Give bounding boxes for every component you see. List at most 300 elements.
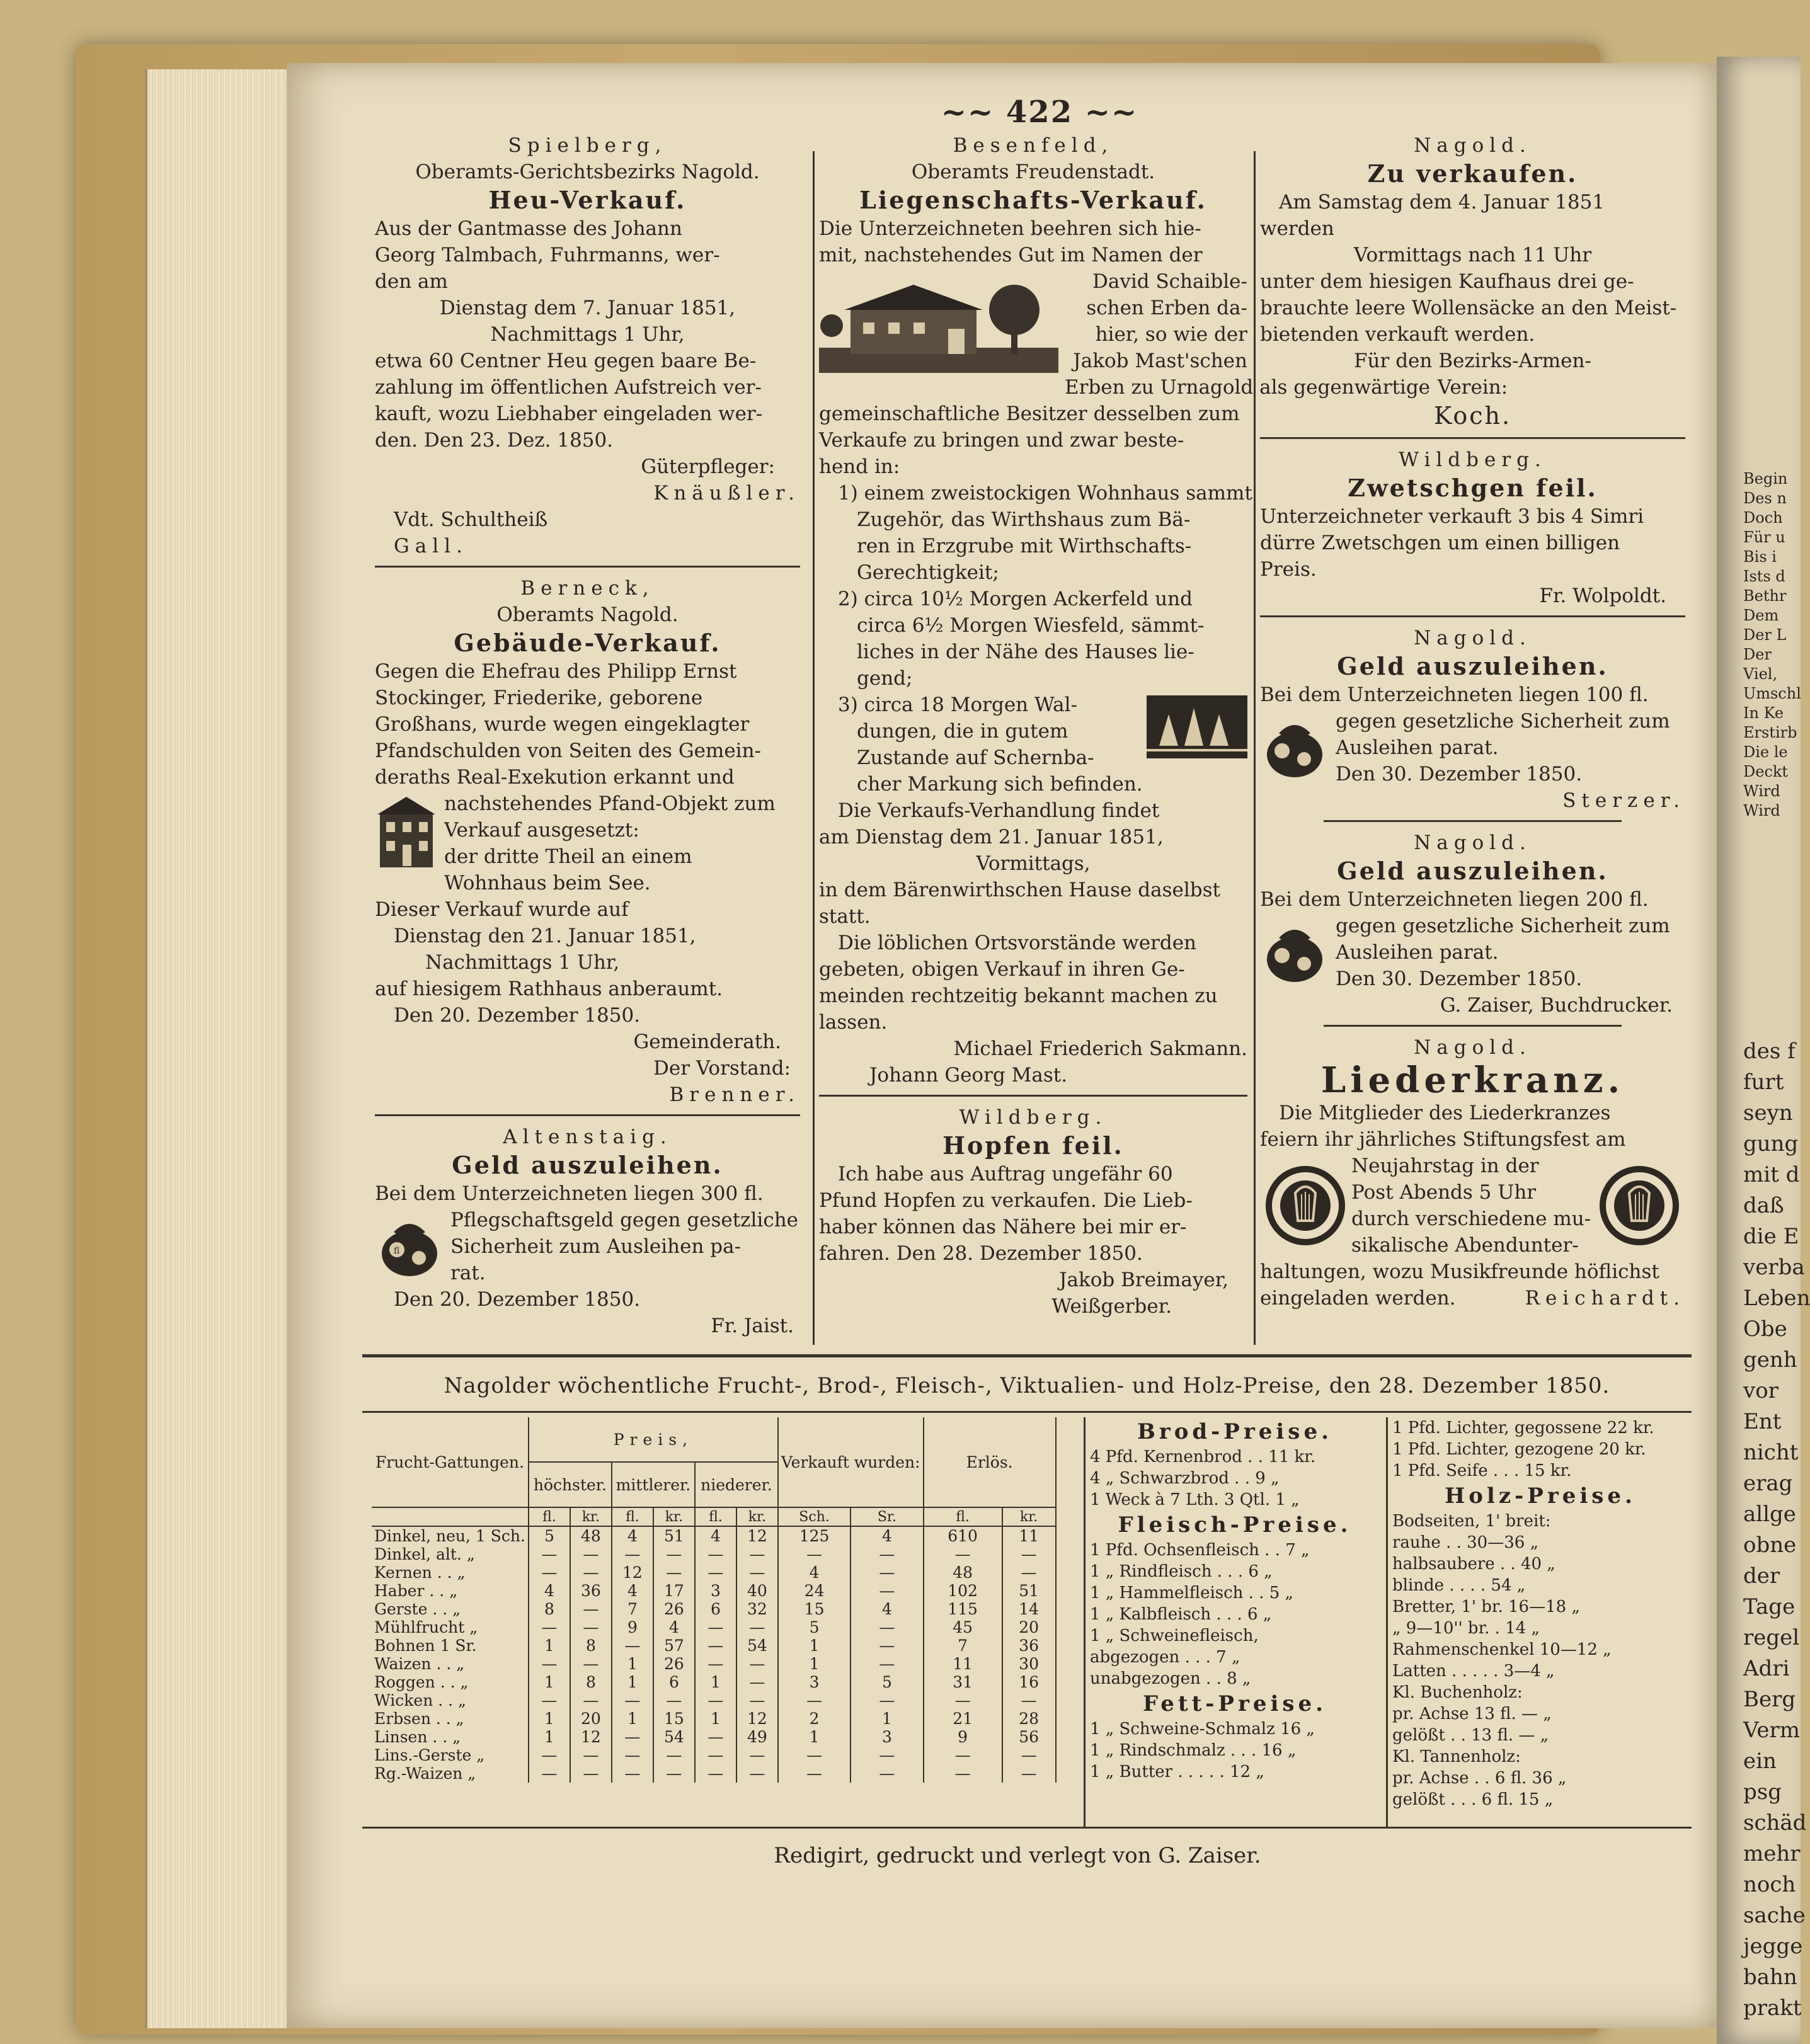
ad-signature: Gemeinderath. xyxy=(633,1031,781,1053)
wood-price-list xyxy=(1392,1510,1688,1810)
next-page-line: des f xyxy=(1743,1039,1796,1064)
ad-line: Ausleihen parat. xyxy=(1336,736,1499,759)
next-page-line: jegge xyxy=(1743,1934,1803,1959)
table-cell: 30 xyxy=(1002,1655,1056,1673)
table-cell: 9 xyxy=(612,1618,653,1636)
ad-line: Pfund Hopfen zu verkaufen. Die Lieb- xyxy=(819,1189,1193,1212)
ad-line: Bei dem Unterzeichneten liegen 200 fl. xyxy=(1260,888,1649,911)
next-page-line: obne xyxy=(1743,1533,1797,1558)
ad-line: cher Markung sich befinden. xyxy=(857,773,1143,796)
next-page-line: Wird xyxy=(1743,782,1780,800)
ad-text xyxy=(1260,189,1685,242)
ad-place: Nagold. xyxy=(1414,831,1532,854)
table-cell: — xyxy=(653,1563,695,1582)
next-page-line: Der L xyxy=(1743,626,1787,644)
column-rule-1 xyxy=(813,151,815,1345)
table-cell: — xyxy=(778,1764,851,1783)
ad-line: etwa 60 Centner Heu gegen baare Be- xyxy=(375,350,757,372)
next-page-line: sache xyxy=(1743,1903,1806,1928)
price-line: pr. Achse . . 6 fl. 36 „ xyxy=(1392,1769,1567,1788)
ad-icon-block xyxy=(1260,708,1685,787)
ad-line: feiern ihr jährliches Stiftungsfest am xyxy=(1260,1128,1626,1151)
table-cell: — xyxy=(612,1728,653,1746)
ad-line: gend; xyxy=(857,667,913,690)
table-header: kr. xyxy=(1002,1507,1056,1526)
table-cell: — xyxy=(529,1746,570,1764)
ad-line: werden xyxy=(1260,217,1334,240)
table-cell: 20 xyxy=(570,1710,612,1728)
price-column-rule xyxy=(1084,1417,1085,1827)
table-cell: — xyxy=(851,1563,923,1582)
table-cell: 12 xyxy=(612,1563,653,1582)
table-cell: — xyxy=(612,1636,653,1655)
ad-line: Verkauf ausgesetzt: xyxy=(444,819,639,842)
ad-text xyxy=(819,215,1247,268)
lyre-wreath-icon xyxy=(1600,1155,1679,1256)
ad-line: Erben zu Urnagold als gegenwärtige xyxy=(1065,376,1431,399)
table-cell: — xyxy=(695,1655,736,1673)
grain-name-cell: Haber . . „ xyxy=(372,1582,529,1600)
ad-signature: Vdt. Schultheiß xyxy=(394,508,548,531)
ad-line: Ausleihen parat. xyxy=(1336,941,1499,964)
price-section-title: Brod-Preise. xyxy=(1137,1419,1332,1444)
ad-line: Am Samstag dem 4. Januar 1851 xyxy=(1279,191,1605,214)
table-row xyxy=(372,1636,1056,1655)
price-column-rule xyxy=(1386,1417,1388,1827)
table-cell: — xyxy=(1002,1746,1056,1764)
ad-separator xyxy=(1324,820,1622,822)
table-cell: 1 xyxy=(612,1655,653,1673)
next-page-strip xyxy=(1717,57,1810,2044)
table-cell: 125 xyxy=(778,1526,851,1545)
ad-district: Oberamts-Gerichtsbezirks Nagold. xyxy=(415,161,760,183)
table-cell: — xyxy=(570,1618,612,1636)
table-cell: 12 xyxy=(736,1526,778,1545)
table-cell: — xyxy=(695,1764,736,1783)
ad-line: circa 6½ Morgen Wiesfeld, sämmt- xyxy=(857,614,1205,637)
table-cell: 4 xyxy=(612,1526,653,1545)
ad-separator xyxy=(819,1095,1247,1097)
ad-list-item xyxy=(819,692,1247,797)
price-line: 1 „ Schweine-Schmalz 16 „ xyxy=(1090,1720,1315,1739)
ad-line: gemeinschaftliche Besitzer desselben zum xyxy=(819,403,1240,425)
table-cell: 40 xyxy=(736,1582,778,1600)
price-line: 1 Pfd. Seife . . . 15 kr. xyxy=(1392,1461,1572,1480)
ad-line: Wohnhaus beim See. xyxy=(444,872,651,894)
ad-text xyxy=(375,215,800,295)
ad-line: Gerechtigkeit; xyxy=(857,561,999,584)
ad-line: durch verschiedene mu- xyxy=(1351,1208,1591,1230)
ad-line: Die Mitglieder des Liederkranzes xyxy=(1279,1102,1611,1124)
ad-line: Dieser Verkauf wurde auf xyxy=(375,898,629,921)
table-cell: 57 xyxy=(653,1636,695,1655)
table-cell: 32 xyxy=(736,1600,778,1618)
next-page-line: Der xyxy=(1743,646,1772,663)
ad-place: Besenfeld, xyxy=(953,134,1114,157)
table-cell: — xyxy=(778,1691,851,1710)
farmhouse-illustration-icon xyxy=(819,272,1058,373)
ad-icon-block xyxy=(1260,1153,1685,1259)
ad-line: in dem Bärenwirthschen Hause daselbst xyxy=(819,879,1220,901)
bread-price-list xyxy=(1090,1446,1380,1510)
table-cell: — xyxy=(570,1545,612,1563)
next-page-line: mit d xyxy=(1743,1162,1800,1187)
price-line: 1 Pfd. Lichter, gegossene 22 kr. xyxy=(1392,1419,1654,1437)
grain-table-body xyxy=(372,1526,1056,1783)
table-cell: 1 xyxy=(529,1673,570,1691)
ad-place: Nagold. xyxy=(1414,627,1532,649)
grain-name-cell: Bohnen 1 Sr. xyxy=(372,1636,529,1655)
table-cell: 3 xyxy=(778,1673,851,1691)
table-header: kr. xyxy=(736,1507,778,1526)
ad-line: Ich habe aus Auftrag ungefähr 60 xyxy=(838,1163,1173,1185)
meat-price-list xyxy=(1090,1539,1380,1689)
table-header: niederer. xyxy=(695,1462,778,1507)
ad-text xyxy=(1260,1100,1685,1153)
table-header: mittlerer. xyxy=(612,1462,695,1507)
table-cell: 6 xyxy=(653,1673,695,1691)
table-cell: 26 xyxy=(653,1600,695,1618)
price-line: pr. Achse 13 fl. — „ xyxy=(1392,1704,1552,1723)
ad-line: brauchte leere Wollensäcke an den Meist- xyxy=(1260,297,1677,319)
ad-line: Georg Talmbach, Fuhrmanns, wer- xyxy=(375,244,720,266)
ad-geld-auszuleihen-200 xyxy=(1260,830,1685,1019)
ad-line: hier, so wie der xyxy=(1095,323,1247,346)
table-cell: — xyxy=(736,1673,778,1691)
table-cell: — xyxy=(1002,1764,1056,1783)
ad-title: Gebäude-Verkauf. xyxy=(454,629,721,657)
price-line: Bretter, 1' br. 16—18 „ xyxy=(1392,1597,1580,1616)
ad-line: Die löblichen Ortsvorstände werden xyxy=(838,932,1197,954)
table-cell: 1 xyxy=(529,1710,570,1728)
table-cell: 7 xyxy=(612,1600,653,1618)
grain-name-cell: Erbsen . . „ xyxy=(372,1710,529,1728)
table-cell: 4 xyxy=(778,1563,851,1582)
table-cell: 48 xyxy=(924,1563,1002,1582)
ad-role: Güterpfleger: xyxy=(641,455,775,478)
next-page-line: Berg xyxy=(1743,1687,1796,1712)
ad-line: mit, nachstehendes Gut im Namen der xyxy=(819,244,1203,266)
table-cell: — xyxy=(851,1746,923,1764)
table-cell: — xyxy=(736,1563,778,1582)
ad-place: Berneck, xyxy=(520,577,655,600)
ad-line: Zugehör, das Wirthshaus zum Bä- xyxy=(857,508,1191,531)
table-cell: 8 xyxy=(570,1673,612,1691)
table-cell: 115 xyxy=(924,1600,1002,1618)
meat-bread-prices xyxy=(1090,1417,1380,1783)
price-line: Bodseiten, 1' breit: xyxy=(1392,1512,1551,1531)
svg-text:fl: fl xyxy=(394,1246,400,1256)
table-row xyxy=(372,1563,1056,1582)
page-edges xyxy=(145,69,292,2028)
grain-name-cell: Gerste . . „ xyxy=(372,1600,529,1618)
table-cell: — xyxy=(736,1545,778,1563)
next-page-line: allge xyxy=(1743,1502,1796,1527)
grain-name-cell: Waizen . . „ xyxy=(372,1655,529,1673)
ad-text xyxy=(819,1161,1247,1267)
ad-signature: Fr. Jaist. xyxy=(711,1315,794,1337)
ad-signature: Verein: xyxy=(1437,376,1508,399)
next-page-line: psg xyxy=(1743,1779,1782,1805)
price-line: Latten . . . . . 3—4 „ xyxy=(1392,1662,1555,1681)
ad-line: Post Abends 5 Uhr xyxy=(1351,1181,1537,1204)
ad-line: Bei dem Unterzeichneten liegen 300 fl. xyxy=(375,1182,764,1205)
next-page-line: die E xyxy=(1743,1224,1799,1249)
ad-line: dungen, die in gutem xyxy=(857,720,1068,743)
table-header: fl. xyxy=(695,1507,736,1526)
next-page-line: prakt xyxy=(1743,1995,1802,2021)
next-page-line: Leben xyxy=(1743,1286,1810,1311)
table-cell: 36 xyxy=(1002,1636,1056,1655)
table-row xyxy=(372,1582,1056,1600)
next-page-line: In Ke xyxy=(1743,704,1784,722)
table-header: fl. xyxy=(612,1507,653,1526)
ad-place: Nagold. xyxy=(1414,134,1532,157)
ad-line: deraths Real-Exekution erkannt und xyxy=(375,766,735,789)
ad-heu-verkauf xyxy=(375,132,800,559)
table-cell: 1 xyxy=(529,1728,570,1746)
table-cell: — xyxy=(851,1636,923,1655)
ad-line: sikalische Abendunter- xyxy=(1351,1234,1579,1257)
ad-line: haltungen, wozu Musikfreunde höflichst xyxy=(1260,1260,1659,1283)
table-cell: 1 xyxy=(612,1710,653,1728)
ad-signature: Brenner. xyxy=(669,1083,800,1106)
price-line: halbsaubere . . 40 „ xyxy=(1392,1555,1555,1573)
ad-line: Den 20. Dezember 1850. xyxy=(394,1004,641,1027)
table-cell: — xyxy=(851,1655,923,1673)
price-line: 1 „ Rindschmalz . . . 16 „ xyxy=(1090,1741,1297,1760)
ad-line: hend in: xyxy=(819,455,900,478)
price-section-title: Fleisch-Preise. xyxy=(1118,1512,1352,1538)
grain-name-cell: Wicken . . „ xyxy=(372,1691,529,1710)
table-cell: 4 xyxy=(653,1618,695,1636)
candle-price-list xyxy=(1392,1417,1688,1482)
ad-icon-block xyxy=(819,268,1247,374)
table-cell: — xyxy=(612,1764,653,1783)
ad-district: Oberamts Freudenstadt. xyxy=(911,161,1155,183)
price-line: Rahmenschenkel 10—12 „ xyxy=(1392,1640,1612,1659)
price-line: gelößt . . . 6 fl. 15 „ xyxy=(1392,1790,1554,1809)
table-cell: — xyxy=(570,1746,612,1764)
ad-signature: Fr. Wolpoldt. xyxy=(1539,585,1666,607)
ad-icon-block xyxy=(375,1207,800,1286)
table-top-rule xyxy=(362,1354,1692,1357)
ad-time: Vormittags nach 11 Uhr xyxy=(1353,244,1592,266)
price-line: 1 Weck à 7 Lth. 3 Qtl. 1 „ xyxy=(1090,1490,1300,1509)
table-cell: 6 xyxy=(695,1600,736,1618)
table-cell: — xyxy=(736,1691,778,1710)
ad-line: Preis. xyxy=(1260,558,1317,581)
table-header: Erlös. xyxy=(924,1417,1056,1507)
ad-title: Hopfen feil. xyxy=(942,1131,1124,1160)
ad-zwetschgen-feil xyxy=(1260,447,1685,609)
ad-line: lassen. xyxy=(819,1011,888,1034)
ad-line: nachstehendes Pfand-Objekt zum xyxy=(444,792,776,815)
grain-name-cell: Roggen . . „ xyxy=(372,1673,529,1691)
table-header: höchster. xyxy=(529,1462,612,1507)
table-cell: 4 xyxy=(612,1582,653,1600)
ad-line: Verkaufe zu bringen und zwar beste- xyxy=(819,429,1184,452)
lyre-wreath-icon xyxy=(1266,1155,1345,1256)
table-cell: — xyxy=(851,1691,923,1710)
table-cell: 45 xyxy=(924,1618,1002,1636)
next-page-line: verba xyxy=(1743,1255,1805,1280)
table-cell: 24 xyxy=(778,1582,851,1600)
next-page-line: Begin xyxy=(1743,470,1788,488)
price-line: 1 „ Kalbfleisch . . . 6 „ xyxy=(1090,1605,1272,1624)
next-page-line: Obe xyxy=(1743,1316,1787,1342)
table-cell: 48 xyxy=(570,1526,612,1545)
ad-text xyxy=(375,870,800,1029)
ad-signature: G. Zaiser, Buchdrucker. xyxy=(1440,994,1673,1017)
next-page-line: Tage xyxy=(1743,1594,1796,1619)
grain-name-cell: Linsen . . „ xyxy=(372,1728,529,1746)
ad-signature: Sterzer. xyxy=(1562,789,1685,812)
ad-time: Nachmittags 1 Uhr, xyxy=(490,323,685,346)
ad-icon-block xyxy=(375,791,800,870)
ad-line: 3) circa 18 Morgen Wal- xyxy=(838,694,1078,716)
ad-line: meinden rechtzeitig bekannt machen zu xyxy=(819,985,1218,1007)
table-cell: — xyxy=(570,1600,612,1618)
table-cell: 56 xyxy=(1002,1728,1056,1746)
ad-line: Den 30. Dezember 1850. xyxy=(1336,968,1583,990)
ad-line: liches in der Nähe des Hauses lie- xyxy=(857,641,1194,663)
next-page-line: schäd xyxy=(1743,1810,1807,1836)
table-cell: — xyxy=(529,1563,570,1582)
table-cell: — xyxy=(695,1545,736,1563)
table-cell: 16 xyxy=(1002,1673,1056,1691)
ad-line: haber können das Nähere bei mir er- xyxy=(819,1216,1187,1238)
table-cell: — xyxy=(612,1545,653,1563)
price-line: Kl. Buchenholz: xyxy=(1392,1683,1523,1702)
ad-line: David Schaible- xyxy=(1092,270,1247,293)
column-1 xyxy=(375,132,800,1339)
ad-geld-auszuleihen-300 xyxy=(375,1124,800,1339)
table-row xyxy=(372,1673,1056,1691)
table-cell: 5 xyxy=(851,1673,923,1691)
page-number: ~~ 422 ~~ xyxy=(941,94,1138,130)
table-cell: 11 xyxy=(924,1655,1002,1673)
next-page-line: ein xyxy=(1743,1749,1777,1774)
ad-line: Pfandschulden von Seiten des Gemein- xyxy=(375,739,762,762)
table-cell: 610 xyxy=(924,1526,1002,1545)
table-cell: 9 xyxy=(924,1728,1002,1746)
next-page-line: Für u xyxy=(1743,528,1785,546)
next-page-line: regel xyxy=(1743,1625,1800,1650)
ad-signature: Reichardt. xyxy=(1525,1287,1685,1310)
next-page-text xyxy=(1717,1036,1810,2024)
next-page-line: der xyxy=(1743,1563,1780,1589)
ad-list-item xyxy=(819,480,1252,586)
ad-signature: Koch. xyxy=(1433,402,1512,430)
table-header: fl. xyxy=(924,1507,1002,1526)
price-line: unabgezogen . . 8 „ xyxy=(1090,1669,1251,1688)
table-cell: — xyxy=(851,1618,923,1636)
table-cell: — xyxy=(736,1655,778,1673)
table-cell: — xyxy=(570,1764,612,1783)
table-cell: 1 xyxy=(612,1673,653,1691)
table-header: kr. xyxy=(570,1507,612,1526)
next-page-line: Verm xyxy=(1743,1718,1801,1743)
ad-line: dürre Zwetschgen um einen billigen xyxy=(1260,532,1620,554)
table-cell: 15 xyxy=(653,1710,695,1728)
ad-title: Geld auszuleihen. xyxy=(452,1151,723,1179)
table-cell: — xyxy=(529,1545,570,1563)
grain-name-cell: Dinkel, alt. „ xyxy=(372,1545,529,1563)
price-line: „ 9—10'' br. . 14 „ xyxy=(1392,1619,1540,1638)
table-row xyxy=(372,1746,1056,1764)
ad-line: Bei dem Unterzeichneten liegen 100 fl. xyxy=(1260,683,1649,706)
table-cell: — xyxy=(653,1764,695,1783)
table-row xyxy=(372,1691,1056,1710)
table-cell: — xyxy=(570,1691,612,1710)
ad-title: Liegenschafts-Verkauf. xyxy=(859,186,1207,214)
ad-line: Pflegschaftsgeld gegen gesetzliche xyxy=(450,1209,799,1231)
money-bag-icon xyxy=(1260,712,1329,781)
ad-place: Wildberg. xyxy=(1399,448,1547,471)
ad-signature: Weißgerber. xyxy=(1051,1295,1172,1318)
table-cell: — xyxy=(851,1582,923,1600)
table-cell: — xyxy=(851,1764,923,1783)
price-section-title: Fett-Preise. xyxy=(1142,1691,1327,1716)
ad-line: Neujahrstag in der xyxy=(1351,1155,1539,1177)
table-cell: — xyxy=(924,1691,1002,1710)
price-line: gelößt . . 13 fl. — „ xyxy=(1392,1726,1549,1745)
price-line: Kl. Tannenholz: xyxy=(1392,1747,1521,1766)
ad-line: Nachmittags 1 Uhr, xyxy=(425,951,620,974)
ad-title: Geld auszuleihen. xyxy=(1337,857,1608,885)
table-cell: — xyxy=(778,1545,851,1563)
price-line: rauhe . . 30—36 „ xyxy=(1392,1533,1539,1552)
table-cell: — xyxy=(736,1618,778,1636)
price-line: abgezogen . . . 7 „ xyxy=(1090,1648,1240,1667)
price-line: 4 „ Schwarzbrod . . 9 „ xyxy=(1090,1469,1280,1488)
ad-text xyxy=(1351,1153,1594,1259)
next-page-line: vor xyxy=(1743,1378,1778,1403)
ad-body xyxy=(1260,268,1685,348)
ad-line: Stockinger, Friederike, geborene xyxy=(375,687,703,709)
table-cell: 7 xyxy=(924,1636,1002,1655)
table-header: Sr. xyxy=(851,1507,923,1526)
ad-separator xyxy=(1260,437,1685,439)
ad-separator xyxy=(1324,1025,1622,1027)
ad-signature: Gall. xyxy=(394,535,468,557)
money-bag-icon xyxy=(1260,916,1329,986)
ad-icon-block xyxy=(1260,913,1685,992)
table-cell: — xyxy=(653,1691,695,1710)
next-page-line: Umschl xyxy=(1743,685,1801,702)
table-cell: 8 xyxy=(570,1636,612,1655)
ad-line: kauft, wozu Liebhaber eingeladen wer- xyxy=(375,403,763,425)
next-page-line: Erstirb xyxy=(1743,724,1797,741)
table-cell: — xyxy=(529,1764,570,1783)
next-page-line: Bethr xyxy=(1743,587,1787,605)
ad-place: Nagold. xyxy=(1414,1036,1532,1059)
ad-line: 2) circa 10½ Morgen Ackerfeld und xyxy=(838,588,1193,610)
ad-line: Jakob Mast'schen xyxy=(1073,350,1247,372)
table-row xyxy=(372,1710,1056,1728)
ad-line: 1) einem zweistockigen Wohnhaus sammt xyxy=(838,482,1252,505)
table-cell: 1 xyxy=(695,1673,736,1691)
ad-zu-verkaufen xyxy=(1260,132,1685,431)
ad-line: Gegen die Ehefrau des Philipp Ernst xyxy=(375,660,737,683)
next-page-line: genh xyxy=(1743,1347,1797,1373)
printer-credit: Redigirt, gedruckt und verlegt von G. Zaiser. xyxy=(774,1843,1261,1868)
ad-separator xyxy=(375,1114,800,1116)
ad-body xyxy=(375,348,800,454)
money-bag-icon xyxy=(375,1211,444,1280)
ad-line: Den 30. Dezember 1850. xyxy=(1336,763,1583,785)
